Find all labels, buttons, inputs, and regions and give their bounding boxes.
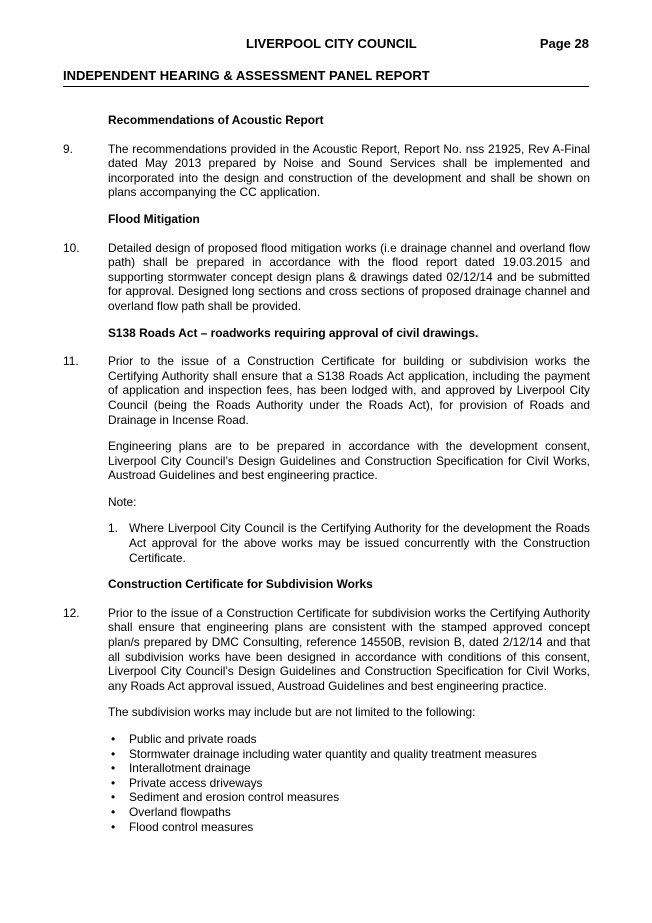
bullet-icon: • xyxy=(111,746,116,761)
section-heading-roads: S138 Roads Act – roadworks requiring approval of civil drawings. xyxy=(108,325,479,340)
note-list xyxy=(108,521,590,565)
list-item xyxy=(108,761,590,776)
bullet-icon: • xyxy=(111,761,116,776)
list-item-text: Public and private roads xyxy=(129,732,257,746)
bullet-icon: • xyxy=(111,775,116,790)
list-item xyxy=(108,747,590,762)
condition-number: 9. xyxy=(63,141,73,156)
condition-item-10 xyxy=(63,241,590,314)
condition-number: 11. xyxy=(63,354,79,369)
engineering-plans-paragraph: Engineering plans are to be prepared in accordance with the development consent, Liverpool City Council’s Design Guidelines and Construction Specification for Civil Works, Austroad Guidelines and best engineering practice. xyxy=(108,439,590,483)
list-item-text: Stormwater drainage including water quantity and quality treatment measures xyxy=(129,746,537,761)
page-number: Page 28 xyxy=(539,36,589,51)
condition-number: 10. xyxy=(63,240,80,255)
bullet-icon: • xyxy=(111,819,116,834)
header-divider xyxy=(63,86,589,87)
subdivision-intro: The subdivision works may include but are not limited to the following: xyxy=(108,705,476,720)
note-item-number: 1. xyxy=(108,521,118,536)
report-title: INDEPENDENT HEARING & ASSESSMENT PANEL REPORT xyxy=(63,68,430,83)
bullet-icon: • xyxy=(111,804,116,819)
list-item xyxy=(108,820,590,835)
condition-item-12 xyxy=(63,606,590,694)
condition-number: 12. xyxy=(63,605,80,620)
list-item-text: Private access driveways xyxy=(129,775,263,790)
condition-text: Prior to the issue of a Construction Certificate for subdivision works the Certifying Authority shall ensure that engineering plans are consistent with the stamped approved concept plan/s prepared by DMC Consulting, reference 14550B, revision B, dated 2/12/14 and that all subdivision works have been designed in accordance with conditions of this consent, Liverpool City Council’s Design Guidelines and Construction Specification for Civil Works, any Roads Act approval issued, Austroad Guidelines and best engineering practice. xyxy=(108,605,590,693)
section-heading-flood: Flood Mitigation xyxy=(108,211,200,226)
condition-text: Prior to the issue of a Construction Certificate for building or subdivision works the Certifying Authority shall ensure that a S138 Roads Act application, including the payment of application and inspection fees, has been lodged with, and approved by Liverpool City Council (being the Roads Authority under the Roads Act), for provision of Roads and Drainage in Incense Road. xyxy=(108,354,590,427)
list-item xyxy=(108,805,590,820)
document-body xyxy=(63,113,590,834)
section-heading-subdivision: Construction Certificate for Subdivision Works xyxy=(108,577,373,592)
note-item-text: Where Liverpool City Council is the Certifying Authority for the development the Roads Act approval for the above works may be issued concurrently with the Construction Certificate. xyxy=(129,521,590,565)
list-item xyxy=(108,732,590,747)
subdivision-works-list xyxy=(108,732,590,834)
bullet-icon: • xyxy=(111,790,116,805)
condition-item-9 xyxy=(63,142,590,200)
list-item xyxy=(108,790,590,805)
list-item-text: Interallotment drainage xyxy=(129,761,251,776)
section-heading-acoustic: Recommendations of Acoustic Report xyxy=(108,113,324,127)
list-item xyxy=(108,776,590,791)
list-item-text: Overland flowpaths xyxy=(129,804,231,819)
condition-text: Detailed design of proposed flood mitigation works (i.e drainage channel and overland flow path) shall be prepared in accordance with the flood report dated 19.03.2015 and supporting stormwater concept design plans & drawings dated 02/12/14 and be submitted for approval. Designed long sections and cross sections of proposed drainage channel and overland flow path shall be provided. xyxy=(108,240,590,313)
condition-text: The recommendations provided in the Acoustic Report, Report No. nss 21925, Rev A-Final dated May 2013 prepared by Noise and Sound Services shall be implemented and incorporated into the design and construction of the development and shall be shown on plans accompanying the CC application. xyxy=(108,141,590,200)
bullet-icon: • xyxy=(111,732,116,746)
condition-item-11 xyxy=(63,354,590,427)
list-item-text: Flood control measures xyxy=(129,819,254,834)
note-label: Note: xyxy=(108,494,137,509)
council-name: LIVERPOOL CITY COUNCIL xyxy=(246,36,417,51)
list-item-text: Sediment and erosion control measures xyxy=(129,790,340,805)
note-item xyxy=(108,521,590,565)
